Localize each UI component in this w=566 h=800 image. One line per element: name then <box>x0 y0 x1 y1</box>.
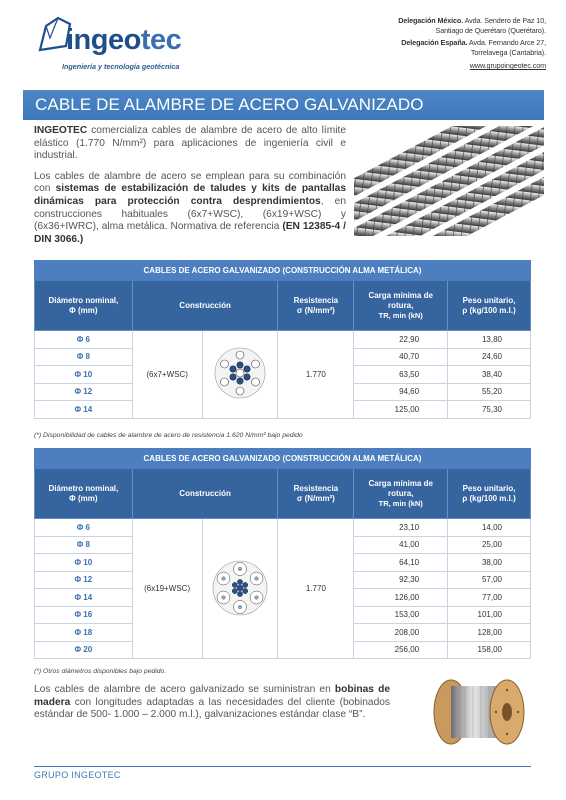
cable-spec-table-1 <box>34 260 531 419</box>
column-header-diameter: Diámetro nominal, Φ (mm) <box>35 469 133 519</box>
cable-cross-section-icon <box>211 559 269 617</box>
table-row: Φ 20 256,00 158,00 <box>35 641 531 659</box>
column-header-construction: Construcción <box>132 469 278 519</box>
spain-address-2: Torrelavega (Cantabria). <box>470 47 546 57</box>
resistance-value: 1.770 <box>278 331 354 419</box>
table-row: Φ 16 153,00 101,00 <box>35 606 531 624</box>
company-logo <box>36 14 266 74</box>
footer-company: GRUPO INGEOTEC <box>34 770 121 780</box>
column-header-unit-weight: Peso unitario, ρ (kg/100 m.l.) <box>448 469 531 519</box>
table-row: Φ 14 125,00 75,30 <box>35 401 531 419</box>
table-row: Φ 10 64,10 38,00 <box>35 554 531 572</box>
mexico-label: Delegación México. <box>398 16 464 25</box>
spain-address-1: Avda. Fernando Arce 27, <box>468 38 546 48</box>
website-link[interactable]: www.grupoingeotec.com <box>469 61 546 71</box>
column-header-resistance: Resistencia σ (N/mm²) <box>278 281 354 331</box>
column-header-construction: Construcción <box>132 281 278 331</box>
logo-tagline: Ingeniería y tecnología geotécnica <box>62 62 180 71</box>
table-row: Φ 12 92,30 57,00 <box>35 571 531 589</box>
steel-cable-photo <box>354 126 544 236</box>
outro-paragraph: Los cables de alambre de acero galvanizado se suministran en bobinas de madera con longitudes adaptadas a las necesidades del cliente (bobinados estándar de 500- 1.000 – 2.000 m.l.), galvanizaciones estándar clase “B”. <box>34 684 391 721</box>
intro-text <box>34 125 346 254</box>
table-row: Φ 14 126,00 77,00 <box>35 589 531 607</box>
spain-label: Delegación España. <box>401 38 468 48</box>
table-row: Φ 12 94,60 55,20 <box>35 383 531 401</box>
column-header-resistance: Resistencia σ (N/mm²) <box>278 469 354 519</box>
table-row: Φ 10 63,50 38,40 <box>35 366 531 384</box>
column-header-breaking-load: Carga mínima de rotura, TR, min (kN) <box>354 469 448 519</box>
table-row: Φ 18 208,00 128,00 <box>35 624 531 642</box>
table-1-note: (*) Disponibilidad de cables de alambre de acero de resistencia 1.620 N/mm² bajo pedido <box>34 432 303 439</box>
table-row: Φ 6 (6x19+WSC) 1.770 23,10 14,00 <box>35 519 531 537</box>
cross-section-6x19-diagram <box>202 519 278 659</box>
intro-paragraph-1: INGEOTEC comercializa cables de alambre de acero de alto límite elástico (1.770 N/mm²) para aplicaciones de ingeniería civil e industrial. <box>34 125 346 162</box>
mexico-address-1: Avda. Sendero de Paz 10, <box>464 16 546 25</box>
column-header-unit-weight: Peso unitario, ρ (kg/100 m.l.) <box>448 281 531 331</box>
page-title-bar <box>23 90 544 120</box>
table-row: Φ 8 41,00 25,00 <box>35 536 531 554</box>
table-2-note: (*) Otros diámetros disponibles bajo pedido. <box>34 668 167 675</box>
resistance-value: 1.770 <box>278 519 354 659</box>
logo-wordmark: ingeotec <box>66 24 182 56</box>
table-1-title: CABLES DE ACERO GALVANIZADO (CONSTRUCCIÓN ALMA METÁLICA) <box>35 261 531 281</box>
mexico-address-2: Santiago de Querétaro (Querétaro). <box>435 25 546 35</box>
wooden-cable-reel-photo <box>417 670 527 750</box>
contact-block <box>346 16 546 71</box>
footer-divider <box>34 766 531 767</box>
table-2-title: CABLES DE ACERO GALVANIZADO (CONSTRUCCIÓN ALMA METÁLICA) <box>35 449 531 469</box>
construction-type: (6x19+WSC) <box>132 519 202 659</box>
intro-paragraph-2: Los cables de alambre de acero se emplean para su combinación con sistemas de estabilización de taludes y kits de pantallas dinámicas para protección contra desprendimientos, en construcciones habituales (6x7+WSC), (6x19+WSC) y (6x36+IWRC), alma metálica. Normativa de referencia (EN 12385-4 / DIN 3066.) <box>34 170 347 245</box>
construction-type: (6x7+WSC) <box>132 331 202 419</box>
cable-spec-table-2 <box>34 448 531 659</box>
cable-cross-section-icon <box>213 346 267 400</box>
column-header-diameter: Diámetro nominal, Φ (mm) <box>35 281 133 331</box>
table-row: Φ 8 40,70 24,60 <box>35 348 531 366</box>
cross-section-6x7-diagram <box>202 331 278 419</box>
page-title: CABLE DE ALAMBRE DE ACERO GALVANIZADO <box>35 95 424 114</box>
table-row: Φ 6 (6x7+WSC) 1.770 22,90 13,80 <box>35 331 531 349</box>
column-header-breaking-load: Carga mínima de rotura, TR, min (kN) <box>354 281 448 331</box>
